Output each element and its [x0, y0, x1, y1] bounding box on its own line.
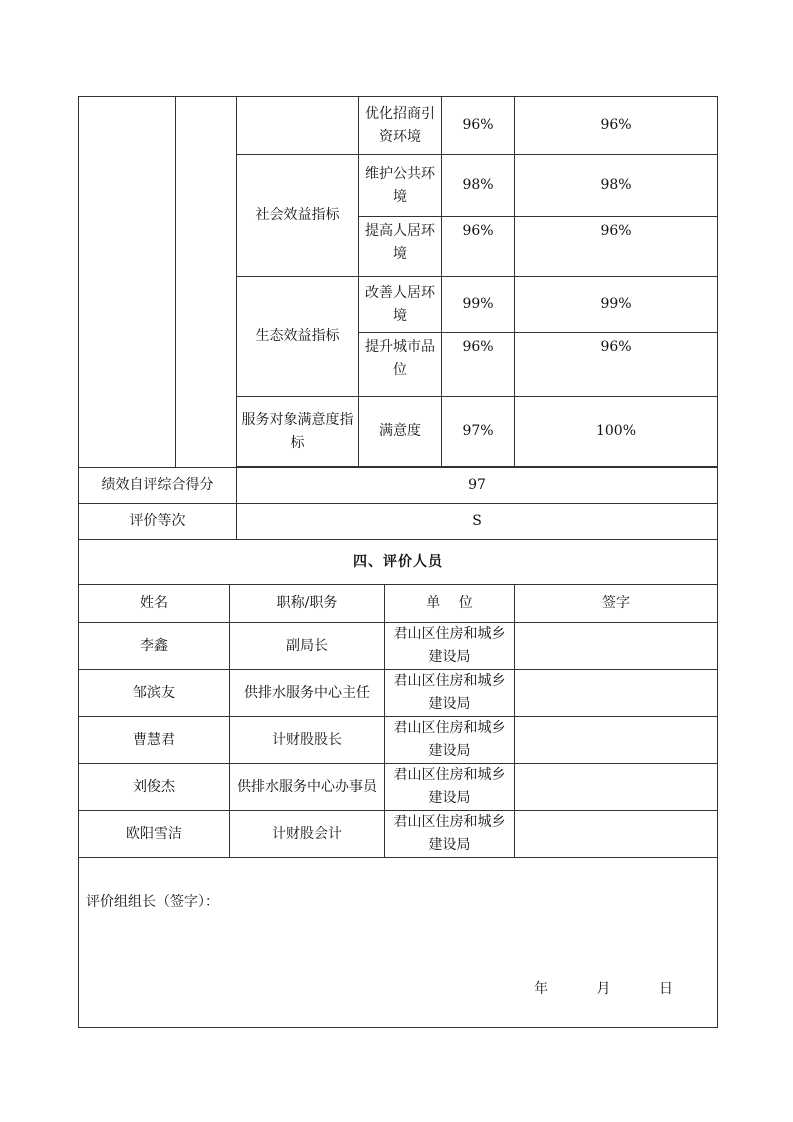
reviewer-signature: [515, 764, 718, 811]
reviewer-name: 曹慧君: [79, 717, 230, 764]
indicator-item: 提升城市品位: [359, 333, 442, 397]
reviewer-name: 刘俊杰: [79, 764, 230, 811]
table-row: [79, 764, 718, 811]
indicator-item: 提高人居环境: [359, 217, 442, 277]
date-month: 月: [596, 981, 611, 997]
leader-signature-row: [79, 858, 718, 1028]
section-title: 四、评价人员: [79, 540, 718, 585]
indicator-item: 优化招商引资环境: [359, 97, 442, 155]
indicator-actual: 96%: [515, 97, 718, 155]
reviewer-header-row: [79, 585, 718, 623]
indicator-category: 社会效益指标: [237, 155, 359, 277]
reviewer-title: 计财股会计: [230, 811, 385, 858]
indicator-target: 97%: [442, 397, 515, 467]
date-day: 日: [659, 981, 673, 997]
indicator-item: 维护公共环境: [359, 155, 442, 217]
reviewer-title: 供排水服务中心办事员: [230, 764, 385, 811]
table-row: [79, 670, 718, 717]
reviewer-signature: [515, 623, 718, 670]
indicator-category: 服务对象满意度指标: [237, 397, 359, 467]
indicator-actual: 96%: [515, 217, 718, 277]
grade-value: S: [237, 504, 718, 540]
reviewer-title: 计财股股长: [230, 717, 385, 764]
header-title: 职称/职务: [230, 585, 385, 623]
reviewer-title: 副局长: [230, 623, 385, 670]
indicator-item: 满意度: [359, 397, 442, 467]
indicator-actual: 96%: [515, 333, 718, 397]
indicator-target: 96%: [442, 217, 515, 277]
indicator-target: 96%: [442, 333, 515, 397]
indicator-table: [78, 96, 718, 540]
indicator-category: 生态效益指标: [237, 277, 359, 397]
empty-cell: [176, 97, 237, 468]
table-row: [79, 811, 718, 858]
reviewer-unit: 君山区住房和城乡建设局: [385, 670, 515, 717]
grade-row: [79, 504, 718, 540]
reviewer-signature: [515, 811, 718, 858]
reviewer-signature: [515, 670, 718, 717]
score-value: 97: [237, 468, 718, 504]
header-signature: 签字: [515, 585, 718, 623]
indicator-actual: 99%: [515, 277, 718, 333]
date-year: 年: [534, 981, 549, 997]
indicator-actual: 100%: [515, 397, 718, 467]
reviewer-name: 李鑫: [79, 623, 230, 670]
indicator-target: 99%: [442, 277, 515, 333]
reviewer-name: 欧阳雪洁: [79, 811, 230, 858]
reviewer-unit: 君山区住房和城乡建设局: [385, 811, 515, 858]
reviewer-unit: 君山区住房和城乡建设局: [385, 623, 515, 670]
signature-date: [510, 978, 673, 1001]
reviewer-unit: 君山区住房和城乡建设局: [385, 717, 515, 764]
header-name: 姓名: [79, 585, 230, 623]
empty-cell: [79, 97, 176, 468]
score-label: 绩效自评综合得分: [79, 468, 237, 504]
table-row: [79, 623, 718, 670]
indicator-actual: 98%: [515, 155, 718, 217]
header-unit: 单 位: [385, 585, 515, 623]
grade-label: 评价等次: [79, 504, 237, 540]
reviewer-name: 邹滨友: [79, 670, 230, 717]
indicator-target: 98%: [442, 155, 515, 217]
reviewer-table: [78, 539, 718, 1028]
table-row: [79, 97, 718, 155]
section-row: [79, 540, 718, 585]
evaluation-form: [78, 96, 717, 1028]
leader-signature-area: [79, 858, 718, 1028]
empty-cell: [237, 97, 359, 155]
table-row: [79, 717, 718, 764]
reviewer-title: 供排水服务中心主任: [230, 670, 385, 717]
indicator-item: 改善人居环境: [359, 277, 442, 333]
leader-signature-label: 评价组组长（签字）：: [86, 894, 219, 910]
score-row: [79, 468, 718, 504]
reviewer-signature: [515, 717, 718, 764]
reviewer-unit: 君山区住房和城乡建设局: [385, 764, 515, 811]
indicator-target: 96%: [442, 97, 515, 155]
